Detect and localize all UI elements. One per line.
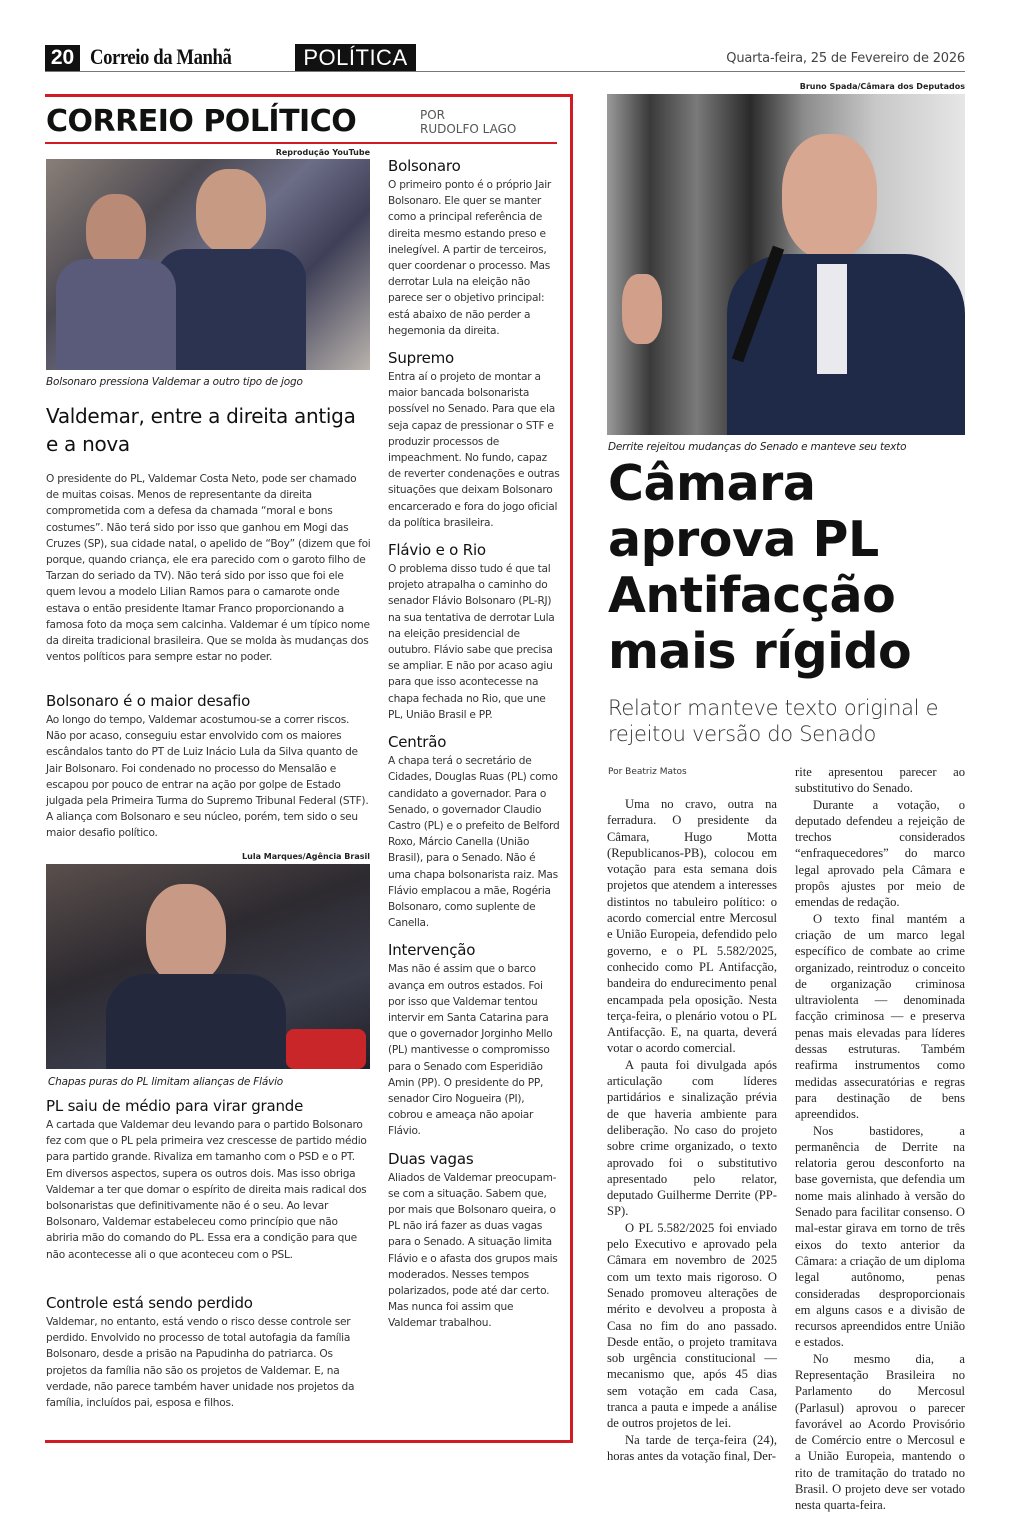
section-bolsonaro-maior-desafio [46, 692, 371, 842]
section-text: Valdemar, no entanto, está vendo o risco desse controle ser perdido. Envolvido no processo de total autofagia da família Bolsonaro, desde a prisão na Papudinha do patriarca. Os projetos da família não são os projetos de Valdemar. E, na verdade, não parece também haver unidade nos projetos da família, incluídos pai, esposa e filhos. [46, 1316, 355, 1410]
article-author: Por Beatriz Matos [608, 767, 687, 777]
photo-credit: Lula Marques/Agência Brasil [242, 852, 370, 861]
photo-caption: Derrite rejeitou mudanças do Senado e manteve seu texto [608, 441, 907, 453]
note-text: Mas não é assim que o barco avança em outros estados. Foi por isso que Valdemar tentou intervir em Santa Catarina para que o governador Jorginho Mello (PL) mantivesse o compromisso para o Senado com Esperidião Amin (PP). O presidente do PP, senador Ciro Nogueira (PI), cobrou e ameaça não apoiar Flávio. [388, 963, 553, 1138]
photo-credit: Reprodução YouTube [275, 148, 370, 157]
paragraph: A pauta foi divulgada após articulação com líderes partidários e sinalização prévia de que haveria ambiente para deliberação. No caso do projeto sobre crime organizado, o texto aprovado foi o substitutivo apresentado pelo relator, deputado Guilherme Derrite (PP-SP). [607, 1057, 777, 1219]
section-controle-perdido [46, 1294, 371, 1411]
note-title: Flávio e o Rio [388, 541, 486, 560]
column-frame-bottom [45, 1440, 573, 1443]
section-title: Controle está sendo perdido [46, 1294, 253, 1312]
note-text: O primeiro ponto é o próprio Jair Bolsonaro. Ele quer se manter como a principal referência de direita mesmo estando preso e inelegível. A partir de terceiros, quer coordenar o processo. Mas derrotar Lula na eleição não parece ser o objetivo principal: está abaixo de não perder a hegemonia da direita. [388, 179, 552, 337]
article-column-1 [607, 796, 777, 1464]
photo-caption: Bolsonaro pressiona Valdemar a outro tipo de jogo [46, 376, 303, 388]
note-title: Supremo [388, 349, 455, 368]
paragraph: O PL 5.582/2025 foi enviado pelo Executivo e aprovado pela Câmara em novembro de 2025 com um texto mais rigoroso. O Senado promoveu alterações de mérito e devolveu a proposta à Casa no fim do ano passado. Desde então, o projeto tramitava sob urgência constitucional — mecanismo que, após 45 dias sem votação em cada Casa, tranca a pauta e impede a análise de outros projetos de lei. [607, 1220, 777, 1431]
paragraph: Nos bastidores, a permanência de Derrite na relatoria gerou desconforto na base governista, que defendia um nome mais alinhado à versão do Senado para facilitar consenso. O mal-estar girava em torno de três eixos do texto anterior da Câmara: a criação de um diploma legal autônomo, penas consideradas desproporcionais em alguns casos e a divisão de recursos apreendidos entre União e estados. [795, 1123, 965, 1350]
issue-date: Quarta-feira, 25 de Fevereiro de 2026 [726, 51, 965, 66]
newspaper-masthead: Correio da Manhã [90, 44, 232, 69]
note-text: O problema disso tudo é que tal projeto atrapalha o caminho do senador Flávio Bolsonaro (PL-RJ) na sua tentativa de derrotar Lula na eleição presidencial de outubro. Flávio sabe que precisa se ampliar. E não por acaso agiu para que isso acontecesse na chapa fechada no Rio, que une PL, União Brasil e PP. [388, 563, 555, 721]
section-title: PL saiu de médio para virar grande [46, 1097, 304, 1115]
paragraph: No mesmo dia, a Representação Brasileira no Parlamento do Mercosul (Parlasul) aprovou o parecer favorável ao Acordo Provisório de Comércio entre o Mercosul e a União Europeia, mantendo o rito de tramitação do tratado no Brasil. O projeto deve ser votado nesta quarta-feira. [795, 1351, 965, 1513]
column-frame-top [45, 94, 573, 97]
page-number: 20 [45, 45, 80, 71]
photo-credit: Bruno Spada/Câmara dos Deputados [799, 82, 965, 91]
paragraph: Durante a votação, o deputado defendeu a rejeição de trechos considerados “enfraquecedores” do marco legal aprovado pela Câmara e propôs ajustes por meio de emendas de redação. [795, 797, 965, 910]
article-column-2 [795, 764, 965, 1514]
photo-derrite [607, 94, 965, 435]
column-byline [420, 108, 516, 136]
paragraph: Na tarde de terça-feira (24), horas antes da votação final, Der- [607, 1432, 777, 1463]
byline-name: RUDOLFO LAGO [420, 122, 517, 136]
section-pl-saiu-de-medio [46, 1097, 371, 1263]
note-title: Bolsonaro [388, 157, 461, 175]
column-notes [388, 157, 560, 1332]
column-intro: O presidente do PL, Valdemar Costa Neto, pode ser chamado de muitas coisas. Menos de representante da direita comprometida com a defesa da chamada “moral e bons costumes”. Não terá sido por isso que ganhou em Mogi das Cruzes (SP), sua cidade natal, o apelido de “Boy” (dizem que foi porque, quando criança, ele era parecido com o garoto filho de Tarzan do seriado da TV). Não terá sido por isso que foi ele quem levou a modelo Lilian Ramos para o camarote onde estava o então presidente Itamar Franco proporcionando a famosa foto da moça sem calcinha. Valdemar é um típico nome da direita tradicional brasileira. Que se molda às mudanças dos ventos políticos para sempre estar no poder. [46, 473, 371, 664]
column-title: CORREIO POLÍTICO [46, 104, 357, 139]
section-text: A cartada que Valdemar deu levando para o partido Bolsonaro fez com que o PL pela primeira vez crescesse de partido médio para partido grande. Rivaliza em tamanho com o PSD e o PT. Em diversos aspectos, supera os outros dois. Mas isso obriga Valdemar a ter que domar o espírito de direita mais radical dos bolsonaristas que definitivamente não é o seu. Ao levar Bolsonaro, Valdemar estabeleceu como princípio que não abriria mão do comando do PL. Essa era a condição para que não acontecesse ali o que aconteceu com o PSL. [46, 1119, 367, 1261]
note-text: A chapa terá o secretário de Cidades, Douglas Ruas (PL) como candidato a governador. Para o Senado, o governador Claudio Castro (PL) e o prefeito de Belford Roxo, Márcio Canella (União Brasil), para o Senado. Não é uma chapa bolsonarista raiz. Mas Flávio emplacou a mãe, Rogéria Bolsonaro, como suplente de Canella. [388, 755, 560, 930]
header-divider [45, 71, 965, 72]
paragraph: O texto final mantém a criação de um marco legal específico de combate ao crime organizado, reintroduz o conceito de organização criminosa ultraviolenta — denominada facção criminosa — e preserva penas mais elevadas para líderes dessas estruturas. Também reafirma instrumentos como medidas assecuratórias e regras para destinação de bens apreendidos. [795, 911, 965, 1122]
article-headline: Câmara aprova PL Antifacção mais rígido [608, 455, 912, 680]
note-title: Duas vagas [388, 1149, 474, 1168]
column-headline: Valdemar, entre a direita antiga e a nova [46, 404, 356, 456]
section-text: Ao longo do tempo, Valdemar acostumou-se a correr riscos. Não por acaso, conseguiu estar envolvido com os maiores escândalos tanto do PT de Luiz Inácio Lula da Silva quanto de Jair Bolsonaro. Foi condenado no processo do Mensalão e escapou por pouco de entrar na ação por golpe de Estado julgada pela Primeira Turma do Supremo Tribunal Federal (STF). A aliança com Bolsonaro e seu núcleo, porém, tem sido o seu maior desafio político. [46, 714, 369, 840]
article-subheadline: Relator manteve texto original e rejeitou versão do Senado [608, 696, 939, 746]
section-title: Bolsonaro é o maior desafio [46, 692, 251, 710]
section-label: POLÍTICA [295, 44, 416, 71]
photo-bolsonaro-valdemar [46, 159, 370, 370]
note-text: Entra aí o projeto de montar a maior bancada bolsonarista possível no Senado. Para que ela seja capaz de pressionar o STF e produzir processos de impeachment. No fundo, capaz de reverter condenações e outras situações que deixam Bolsonaro encarcerado e fora do jogo oficial da política brasileira. [388, 371, 560, 529]
column-frame-right [570, 94, 573, 1443]
paragraph: rite apresentou parecer ao substitutivo do Senado. [795, 765, 965, 796]
note-text: Aliados de Valdemar preocupam-se com a situação. Sabem que, por mais que Bolsonaro queira, o PL não irá fazer as duas vagas para o Senado. A situação limita Flávio e o afasta dos grupos mais moderados. Nesses tempos polarizados, pode até dar certo. Mas nunca foi assim que Valdemar trabalhou. [388, 1171, 558, 1330]
column-title-underline [45, 142, 557, 144]
photo-caption: Chapas puras do PL limitam alianças de Flávio [48, 1076, 284, 1088]
photo-flavio-bolsonaro [46, 864, 370, 1069]
note-title: Intervenção [388, 941, 476, 960]
note-title: Centrão [388, 733, 447, 752]
byline-label: POR [420, 108, 446, 122]
paragraph: Uma no cravo, outra na ferradura. O presidente da Câmara, Hugo Motta (Republicanos-PB), colocou em votação para esta semana dois projetos que atendem a interesses distintos no tabuleiro político: o acordo comercial entre Mercosul e União Europeia, defendido pelo governo, e o PL 5.582/2025, conhecido como PL Antifacção, bandeira do endurecimento penal encampada pela oposição. Nesta terça-feira, o plenário votou o PL Antifacção. E, na quarta, deverá votar o acordo comercial. [607, 797, 777, 1056]
